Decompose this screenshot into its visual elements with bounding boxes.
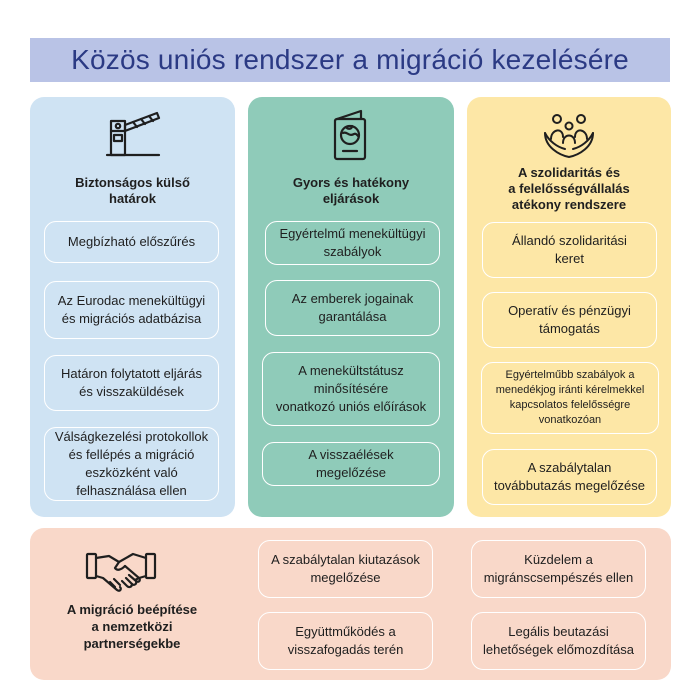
card-secondary-movements: A szabálytalan továbbutazás megelőzése <box>482 449 657 505</box>
card-pre-screening: Megbízható előszűrés <box>44 221 219 263</box>
card-legal-pathways: Legális beutazási lehetőségek előmozdítása <box>471 612 646 670</box>
title-banner <box>30 38 670 82</box>
card-solidarity-framework: Állandó szolidaritási keret <box>482 222 657 278</box>
handshake-icon <box>85 546 157 596</box>
column-fast-procedures <box>248 97 454 517</box>
card-responsibility-rules: Egyértelműbb szabályok a menedékjog iránti kérelmekkel kapcsolatos felelősségre vonatkozóan <box>481 362 659 434</box>
card-abuse-prevention: A visszaélések megelőzése <box>262 442 440 486</box>
card-irregular-departures: A szabálytalan kiutazások megelőzése <box>258 540 433 598</box>
column-title: Gyors és hatékony eljárások <box>292 175 410 206</box>
page-title: Közös uniós rendszer a migráció kezelésére <box>71 44 629 75</box>
card-border-procedure: Határon folytatott eljárás és visszaküldések <box>44 355 219 411</box>
passport-icon <box>321 107 381 163</box>
card-crisis-protocols: Válságkezelési protokollok és fellépés a migráció eszközként való felhasználása ellen <box>44 427 219 501</box>
column-title: A szolidaritás és a felelősségvállalás atékony rendszere <box>508 165 630 212</box>
column-solidarity <box>467 97 671 517</box>
card-qualification-rules: A menekültstátusz minősítésére vonatkozó uniós előírások <box>262 352 440 426</box>
column-secure-borders <box>30 97 235 517</box>
card-operational-support: Operatív és pénzügyi támogatás <box>482 292 657 348</box>
card-readmission: Együttműködés a visszafogadás terén <box>258 612 433 670</box>
bottom-title: A migráció beépítése a nemzetközi partnerségekbe <box>66 602 198 651</box>
family-hands-icon <box>539 107 599 163</box>
column-title: Biztonságos külső határok <box>75 175 190 206</box>
card-eurodac: Az Eurodac menekültügyi és migrációs adatbázisa <box>44 281 219 339</box>
bottom-panel-partnerships <box>30 528 671 680</box>
card-smuggling: Küzdelem a migránscsempészés ellen <box>471 540 646 598</box>
card-rights-guarantee: Az emberek jogainak garantálása <box>265 280 440 336</box>
card-clear-asylum-rules: Egyértelmű menekültügyi szabályok <box>265 221 440 265</box>
border-barrier-icon <box>103 107 163 163</box>
